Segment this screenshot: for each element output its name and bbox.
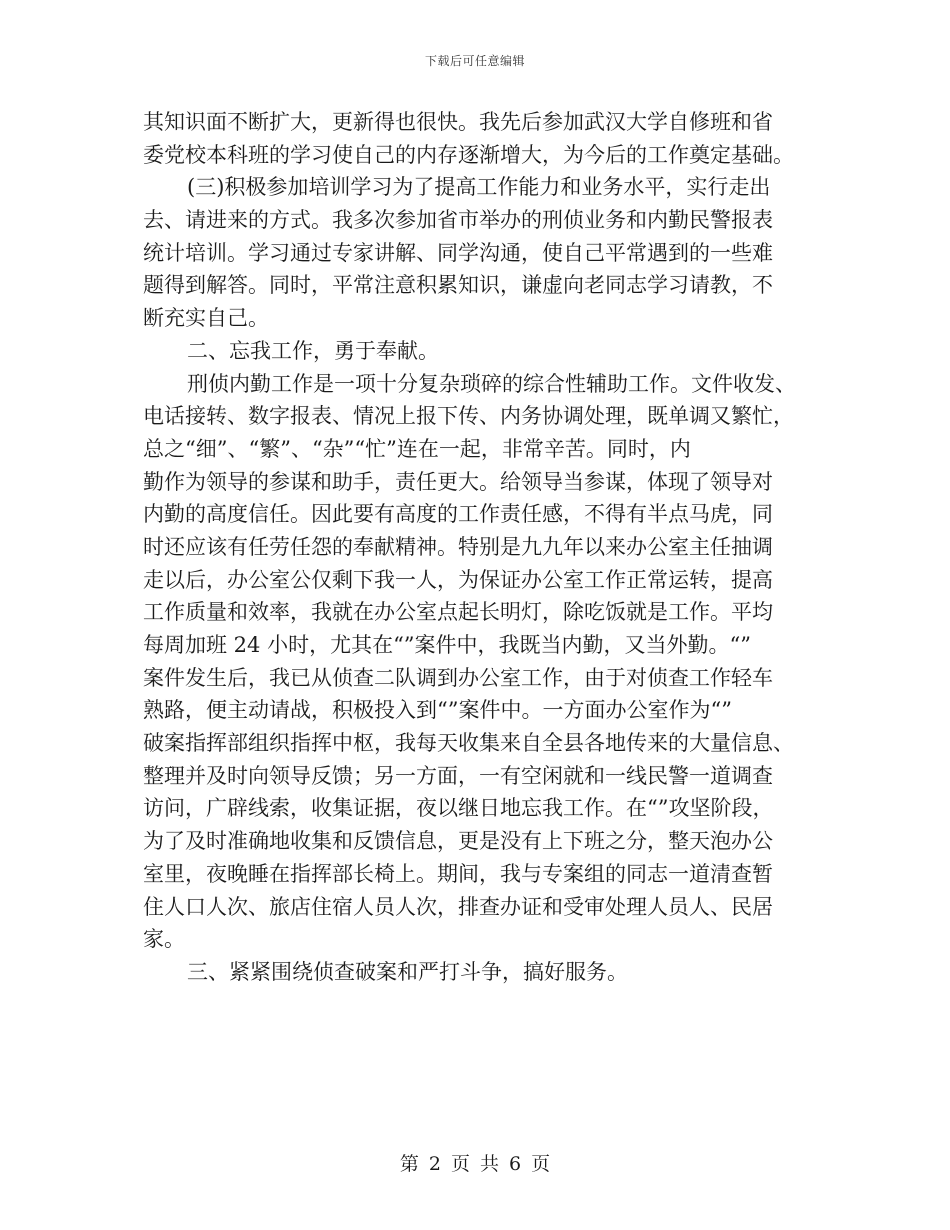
page-header: 下载后可任意编辑 bbox=[424, 54, 525, 68]
paragraph-line: 勤作为领导的参谋和助手，责任更大。给领导当参谋，体现了领导对 bbox=[143, 469, 773, 494]
paragraph-line: 破案指挥部组织指挥中枢，我每天收集来自全县各地传来的大量信息、 bbox=[143, 731, 794, 756]
page-number: 第 2 页 共 6 页 bbox=[399, 1153, 551, 1175]
paragraph-line: 案件发生后，我已从侦查二队调到办公室工作，由于对侦查工作轻车 bbox=[143, 665, 773, 690]
paragraph-line: 二、忘我工作，勇于奉献。 bbox=[187, 338, 439, 363]
paragraph-line: 题得到解答。同时，平常注意积累知识，谦虚向老同志学习请教，不 bbox=[143, 273, 773, 298]
paragraph-line: 其知识面不断扩大，更新得也很快。我先后参加武汉大学自修班和省 bbox=[143, 110, 773, 134]
paragraph-line: 熟路，便主动请战，积极投入到“”案件中。一方面办公室作为“” bbox=[143, 698, 732, 723]
paragraph-line: 每周加班 24 小时，尤其在“”案件中，我既当内勤，又当外勤。“” bbox=[143, 633, 752, 657]
paragraph-line: 三、紧紧围绕侦查破案和严打斗争，搞好服务。 bbox=[187, 959, 628, 984]
paragraph-line: (三)积极参加培训学习为了提高工作能力和业务水平，实行走出 bbox=[187, 175, 771, 200]
paragraph-line: 住人口人次、旅店住宿人员人次，排查办证和受审处理人员人、民居 bbox=[143, 894, 773, 919]
paragraph-line: 统计培训。学习通过专家讲解、同学沟通，使自己平常遇到的一些难 bbox=[143, 240, 773, 265]
paragraph-line: 为了及时准确地收集和反馈信息，更是没有上下班之分，整天泡办公 bbox=[143, 829, 773, 854]
paragraph-line: 刑侦内勤工作是一项十分复杂琐碎的综合性辅助工作。文件收发、 bbox=[187, 371, 796, 396]
document-body bbox=[143, 106, 813, 989]
paragraph-line: 时还应该有任劳任怨的奉献精神。特别是九九年以来办公室主任抽调 bbox=[143, 534, 773, 559]
paragraph-line: 委党校本科班的学习使自己的内存逐渐增大，为今后的工作奠定基础。 bbox=[143, 142, 794, 167]
paragraph-line: 总之“细”、“繁”、“杂”“忙”连在一起，非常辛苦。同时，内 bbox=[143, 436, 691, 461]
paragraph-line: 断充实自己。 bbox=[143, 306, 269, 331]
paragraph-line: 内勤的高度信任。因此要有高度的工作责任感，不得有半点马虎，同 bbox=[143, 502, 773, 527]
paragraph-line: 电话接转、数字报表、情况上报下传、内务协调处理，既单调又繁忙， bbox=[143, 404, 794, 429]
paragraph-line: 去、请进来的方式。我多次参加省市举办的刑侦业务和内勤民警报表 bbox=[143, 208, 773, 233]
paragraph-line: 工作质量和效率，我就在办公室点起长明灯，除吃饭就是工作。平均 bbox=[143, 600, 773, 625]
paragraph-line: 室里，夜晚睡在指挥部长椅上。期间，我与专案组的同志一道清查暂 bbox=[143, 861, 773, 886]
paragraph-line: 整理并及时向领导反馈；另一方面，一有空闲就和一线民警一道调查 bbox=[143, 763, 773, 788]
paragraph-line: 访问，广辟线索，收集证据，夜以继日地忘我工作。在“”攻坚阶段， bbox=[143, 796, 774, 821]
paragraph-line: 家。 bbox=[143, 927, 185, 952]
paragraph-line: 走以后，办公室公仅剩下我一人，为保证办公室工作正常运转，提高 bbox=[143, 567, 773, 592]
